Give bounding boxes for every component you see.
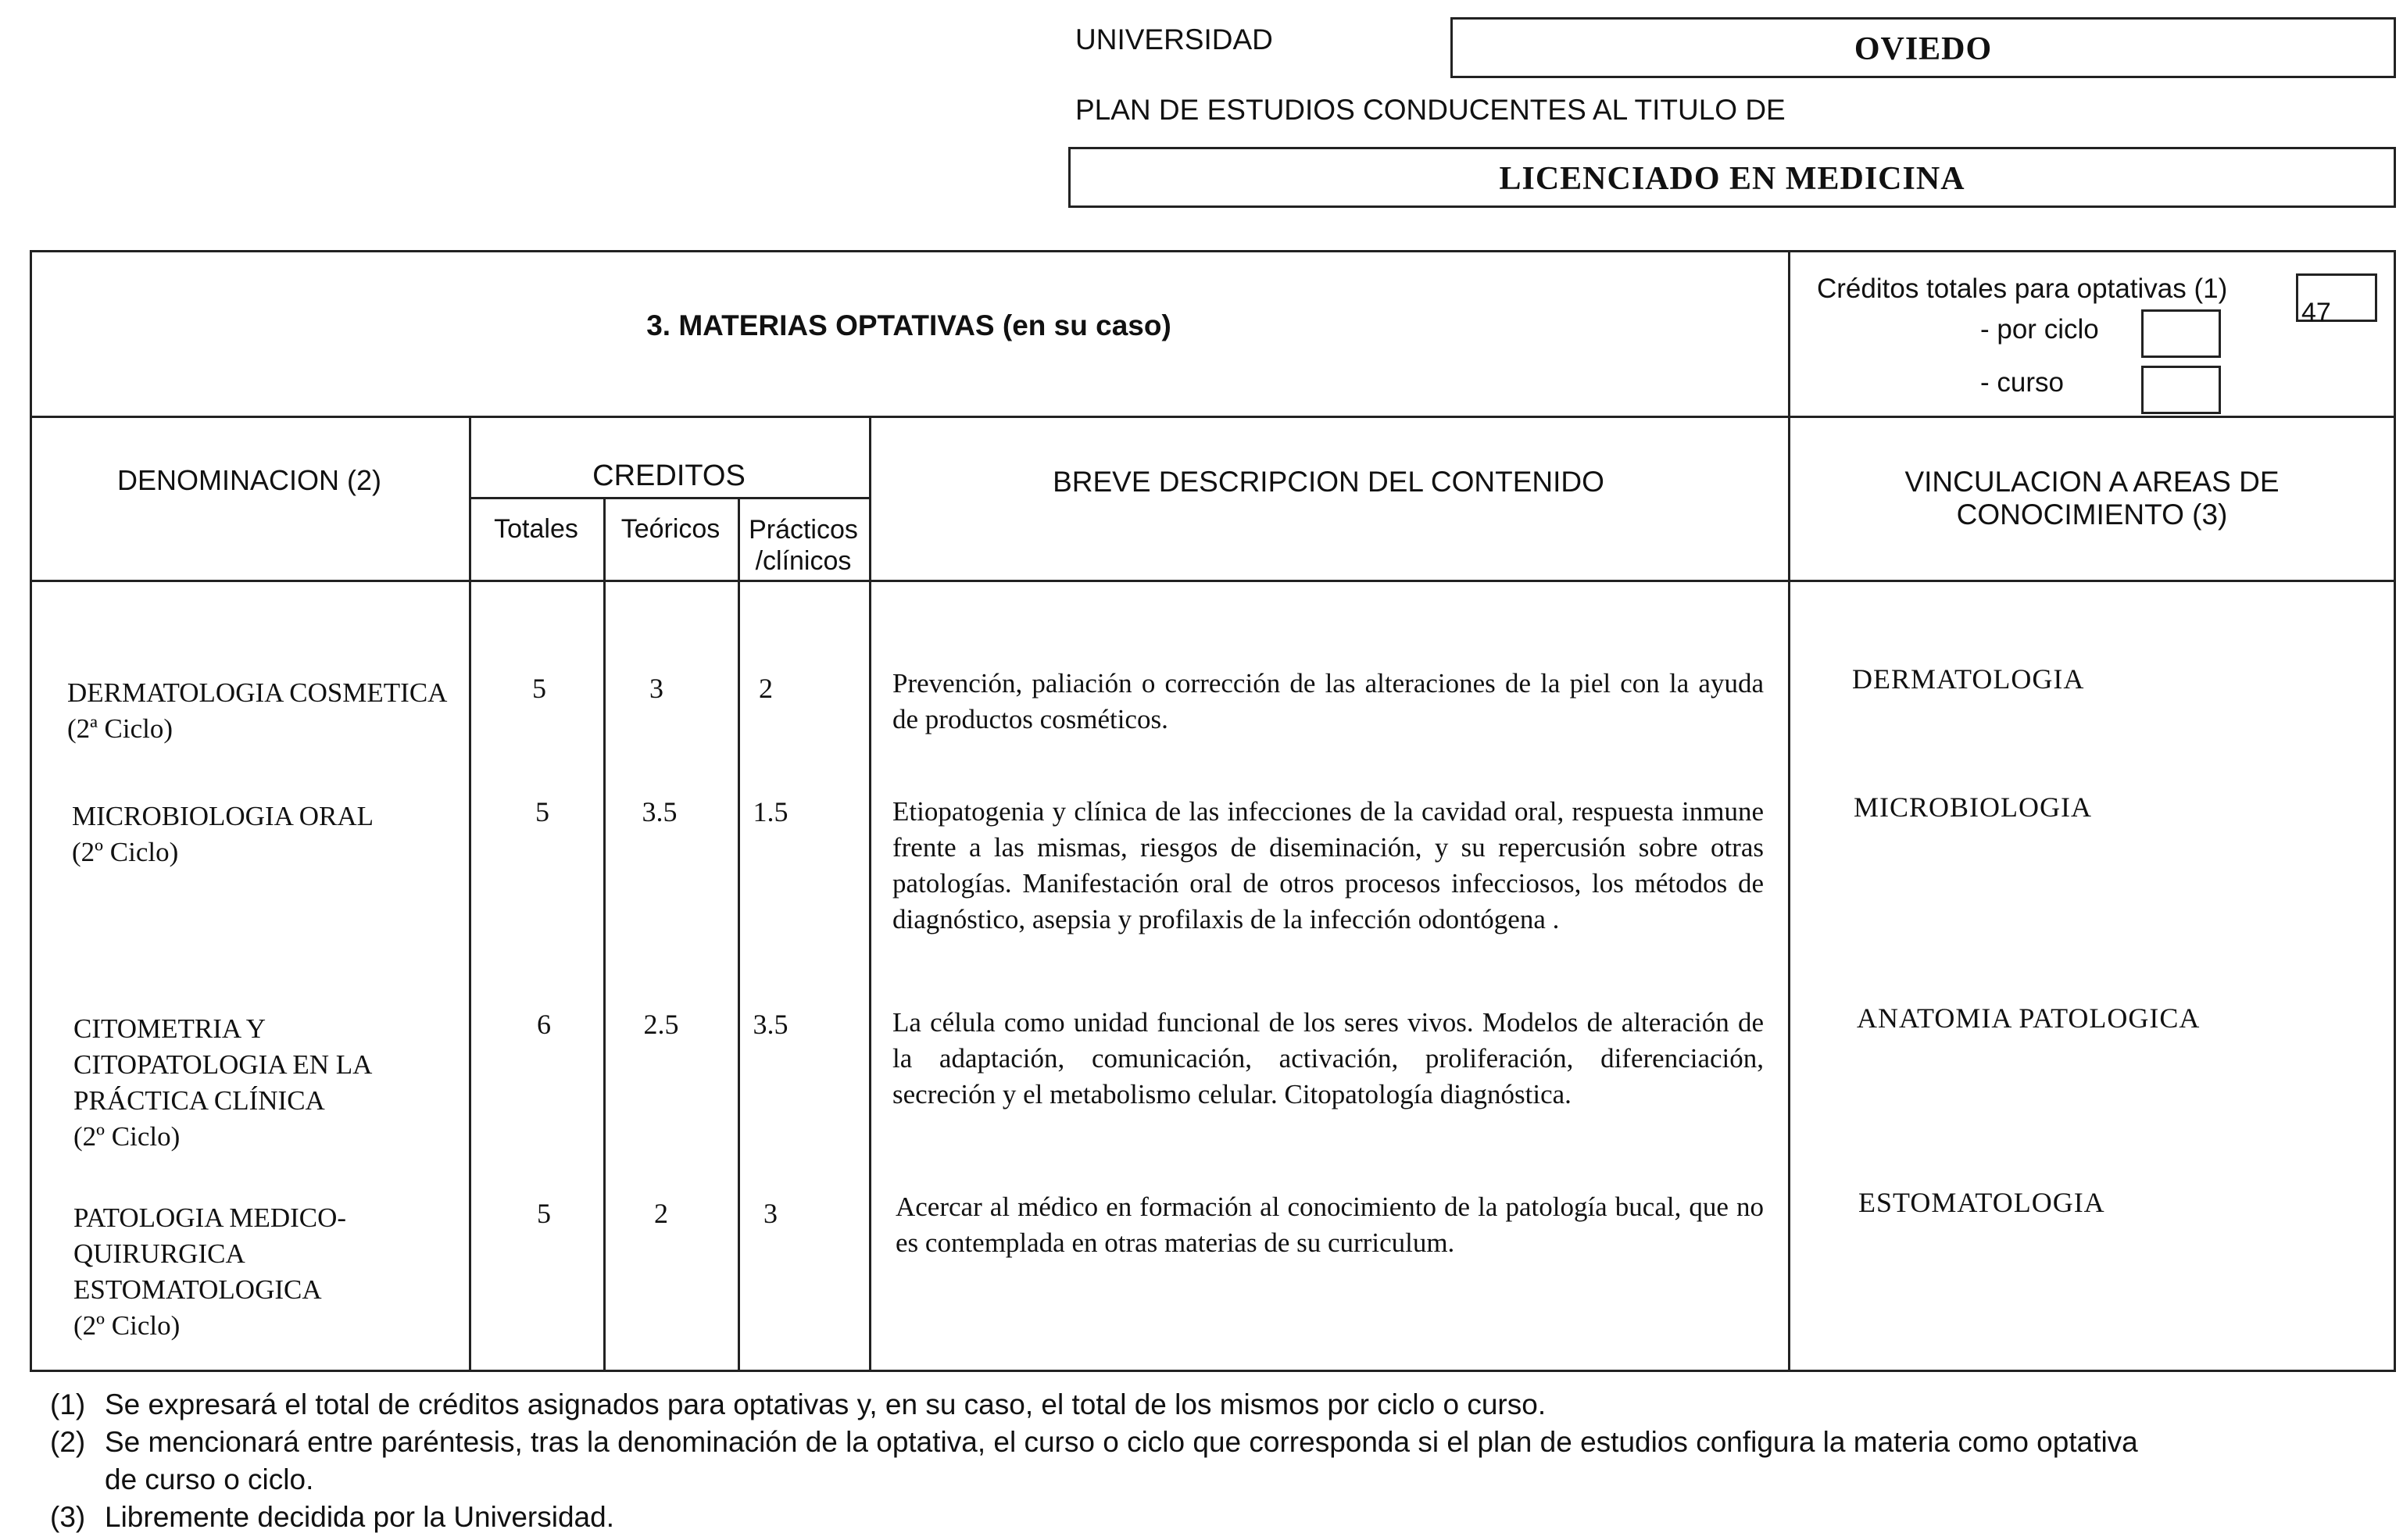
table-divider-title [30,416,2396,418]
row-4-denominacion [73,1200,464,1344]
row-1-totales: 5 [532,673,546,704]
row-2-descripcion: Etiopatogenia y clínica de las infecciones de la cavidad oral, respuesta inmune frente a las mismas, riesgos de diseminación, y su repercusión sobre otras patologías. Manifestación oral de otros procesos infecciosos, los métodos de diagnóstico, asepsia y profilaxis de la infección odontógena . [892,796,1764,934]
footnote-3-text: Libremente decidida por la Universidad. [105,1501,614,1533]
row-2-totales: 5 [535,796,549,827]
row-2-teoricos: 3.5 [642,796,678,827]
por-ciclo-label: - por ciclo [1980,314,2099,345]
col-creditos: CREDITOS [592,459,746,492]
table-divider-vinculacion [1788,250,1790,1372]
col-practicos [738,514,869,577]
curso-label: - curso [1980,367,2064,398]
titulo-value: LICENCIADO EN MEDICINA [1499,161,1965,197]
col-denominacion: DENOMINACION (2) [116,464,381,496]
table-divider-descripcion [869,416,871,1372]
row-3-descripcion: La célula como unidad funcional de los seres vivos. Modelos de alteración de la adaptación, comunicación, activación, proliferación, diferenciación, secreción y el metabolismo celular. Citopatología diagnóstica. [892,1007,1764,1109]
row-3-practicos: 3.5 [753,1009,788,1040]
col-vinculacion-line2: CONOCIMIENTO (3) [1956,498,2228,531]
footnote-1 [50,1386,2387,1424]
row-1-name-line1: DERMATOLOGIA COSMETICA [67,677,448,708]
universidad-value: OVIEDO [1854,31,1993,67]
row-4-name-line2: QUIRURGICA [73,1238,245,1269]
row-1-area: DERMATOLOGIA [1852,663,2085,695]
row-2-denominacion [72,799,463,870]
plan-label: PLAN DE ESTUDIOS CONDUCENTES AL TITULO DE [1075,94,1786,126]
section-title: 3. MATERIAS OPTATIVAS (en su caso) [646,309,1171,341]
row-3-totales: 6 [537,1009,551,1040]
footnote-2-cont [50,1461,2387,1499]
universidad-label: UNIVERSIDAD [1075,23,1273,55]
footnote-3 [50,1499,2387,1536]
footnote-3-mark: (3) [50,1501,86,1533]
row-4-name-line1: PATOLOGIA MEDICO- [73,1202,347,1233]
table-divider-totales [603,497,606,1372]
row-3-area: ANATOMIA PATOLOGICA [1857,1002,2201,1034]
row-1-teoricos: 3 [649,673,663,704]
row-3-name-line2: CITOPATOLOGIA EN LA [73,1049,373,1080]
creditos-totales-label: Créditos totales para optativas (1) [1817,273,2228,304]
row-3-name-line1: CITOMETRIA Y [73,1013,266,1044]
footnote-1-mark: (1) [50,1388,86,1420]
col-vinculacion-line1: VINCULACION A AREAS DE [1904,466,2280,498]
table-divider-creditos [469,497,869,499]
row-4-practicos: 3 [763,1198,778,1229]
footnote-2-cont-text: de curso o ciclo. [105,1463,314,1495]
titulo-field [1068,147,2396,208]
row-4-area: ESTOMATOLOGIA [1858,1187,2105,1218]
row-3-denominacion [73,1011,464,1155]
row-2-practicos: 1.5 [753,796,788,827]
row-4-descripcion: Acercar al médico en formación al conocimiento de la patología bucal, que no es contemplada en otras materias de su curriculum. [896,1192,1764,1258]
row-1-descripcion: Prevención, paliación o corrección de las alteraciones de la piel con la ayuda de productos cosméticos. [892,668,1764,734]
row-2-name-line2: (2º Ciclo) [72,837,179,867]
col-totales: Totales [494,514,578,544]
footnote-1-text: Se expresará el total de créditos asignados para optativas y, en su caso, el total de los mismos por ciclo o curso. [105,1388,1547,1420]
row-3-name-line4: (2º Ciclo) [73,1121,181,1152]
row-4-teoricos: 2 [654,1198,668,1229]
footnote-2-mark: (2) [50,1426,86,1458]
row-1-denominacion [67,675,458,747]
table-divider-teoricos [738,497,740,1372]
creditos-totales-value: 47 [2301,298,2331,327]
row-1-name-line2: (2ª Ciclo) [67,713,173,744]
creditos-totales-box [2296,273,2377,327]
col-practicos-line1: Prácticos [749,515,858,545]
footnote-2 [50,1424,2387,1461]
col-vinculacion [1788,466,2396,531]
table-divider-denominacion [469,416,471,1372]
row-1-practicos: 2 [759,673,773,704]
row-3-teoricos: 2.5 [643,1009,679,1040]
row-4-totales: 5 [537,1198,551,1229]
footnote-2-text: Se mencionará entre paréntesis, tras la denominación de la optativa, el curso o ciclo que corresponda si el plan de estudios configura la materia como optativa [105,1426,2138,1458]
table-divider-header [30,580,2396,582]
row-2-area: MICROBIOLOGIA [1854,791,2092,823]
curso-box [2141,366,2221,414]
row-3-name-line3: PRÁCTICA CLÍNICA [73,1085,325,1116]
col-teoricos: Teóricos [620,514,721,544]
universidad-field [1450,17,2396,78]
row-4-name-line3: ESTOMATOLOGICA [73,1274,322,1305]
por-ciclo-box [2141,309,2221,358]
footnotes [50,1386,2387,1536]
footnote-2-cont-mark [50,1461,105,1499]
row-2-name-line1: MICROBIOLOGIA ORAL [72,801,374,831]
row-4-name-line4: (2º Ciclo) [73,1310,181,1341]
col-practicos-line2: /clínicos [755,546,852,576]
col-descripcion: BREVE DESCRIPCION DEL CONTENIDO [1053,466,1604,498]
